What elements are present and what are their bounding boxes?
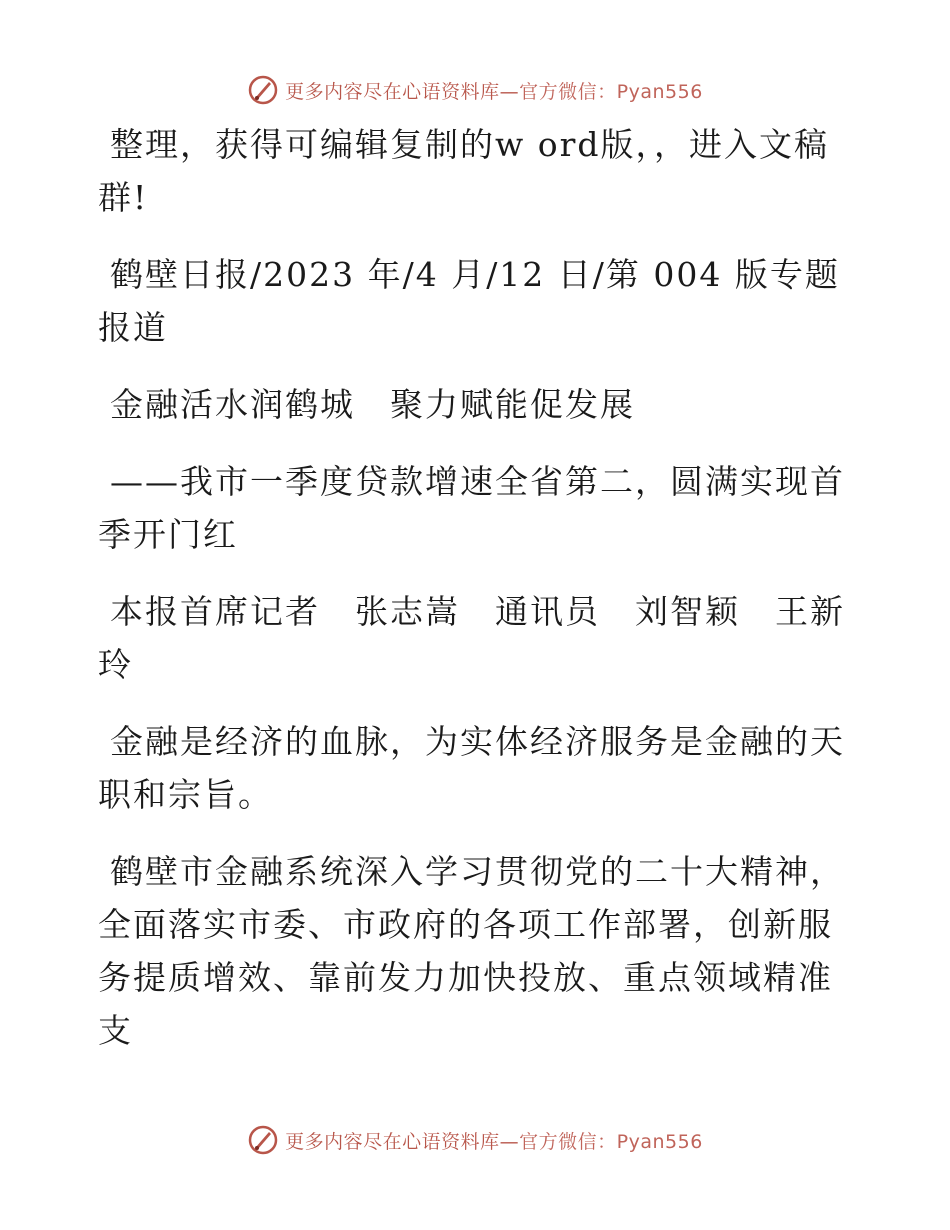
footer-watermark [0,1120,950,1160]
article-subtitle: ——我市一季度贷款增速全省第二，圆满实现首季开门红 [98,462,845,554]
intro-note: 整理，获得可编辑复制的w ord版，，进入文稿群! [98,125,830,217]
watermark-text: 更多内容尽在心语资料库—官方微信：Pyan556 [285,1130,703,1153]
watermark-text: 更多内容尽在心语资料库—官方微信：Pyan556 [285,80,703,103]
header-watermark [0,70,950,110]
article-title: 金融活水润鹤城 聚力赋能促发展 [110,385,635,424]
quill-logo-icon [247,1124,279,1156]
document-body [98,118,858,1081]
source-line: 鹤壁日报/2023 年/4 月/12 日/第 004 版专题报道 [98,255,840,347]
body-paragraph: 鹤壁市金融系统深入学习贯彻党的二十大精神，全面落实市委、市政府的各项工作部署，创新服务提质增效、靠前发力加快投放、重点领域精准支 [98,852,845,1050]
byline: 本报首席记者 张志嵩 通讯员 刘智颖 王新玲 [98,592,845,684]
body-paragraph: 金融是经济的血脉，为实体经济服务是金融的天职和宗旨。 [98,722,845,814]
quill-logo-icon [247,74,279,106]
